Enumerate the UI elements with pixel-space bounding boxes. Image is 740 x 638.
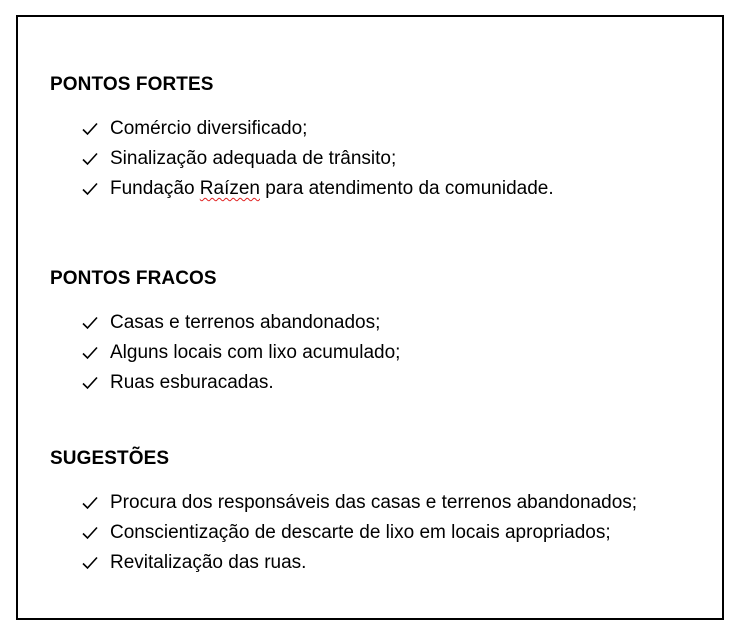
text-segment: para atendimento da comunidade. [260,178,554,199]
section-sugestoes [50,447,637,581]
text-segment: Fundação [110,178,200,199]
section-title-pontos-fracos: PONTOS FRACOS [50,268,217,289]
checkmark-icon [82,551,98,575]
checkmark-icon [82,521,98,545]
sugestoes-list [50,491,637,581]
checkmark-icon [82,371,98,395]
list-item [50,521,637,551]
spellcheck-flagged-word[interactable]: Raízen [199,178,260,199]
document-frame [16,15,724,620]
list-item [50,341,400,371]
section-title-pontos-fortes: PONTOS FORTES [50,74,214,95]
section-title-sugestoes: SUGESTÕES [50,448,170,469]
list-item-text: Comércio diversificado; [110,118,308,139]
pontos-fracos-list [50,311,400,401]
list-item-text: Sinalização adequada de trânsito; [110,148,397,169]
section-pontos-fortes [50,73,554,207]
checkmark-icon [82,341,98,365]
list-item [50,147,554,177]
list-item [50,491,637,521]
list-item-text [110,178,554,199]
list-item [50,551,637,581]
list-item-text: Revitalização das ruas. [110,552,307,573]
checkmark-icon [82,177,98,201]
list-item [50,311,400,341]
list-item-text: Alguns locais com lixo acumulado; [110,342,401,363]
section-pontos-fracos [50,267,400,401]
checkmark-icon [82,311,98,335]
pontos-fortes-list [50,117,554,207]
list-item-text: Casas e terrenos abandonados; [110,312,381,333]
list-item-text: Ruas esburacadas. [110,372,274,393]
list-item [50,177,554,207]
checkmark-icon [82,147,98,171]
checkmark-icon [82,491,98,515]
checkmark-icon [82,117,98,141]
list-item [50,117,554,147]
list-item-text: Conscientização de descarte de lixo em locais apropriados; [110,522,611,543]
list-item-text: Procura dos responsáveis das casas e terrenos abandonados; [110,492,638,513]
list-item [50,371,400,401]
